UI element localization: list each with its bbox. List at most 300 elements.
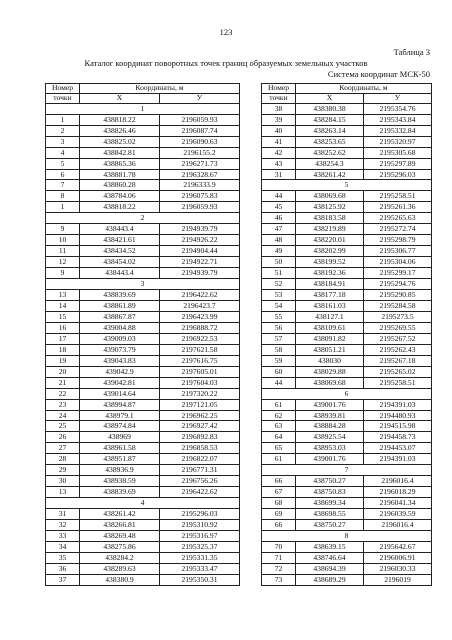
y-coordinate-cell: 2196271.73 — [160, 158, 240, 169]
table-row — [46, 147, 240, 158]
y-coordinate-cell: 2194922.71 — [160, 257, 240, 268]
point-number-cell: 58 — [262, 344, 296, 355]
point-number-cell: 47 — [262, 224, 296, 235]
table-row — [262, 125, 432, 136]
y-coordinate-cell: 2195332.84 — [364, 125, 432, 136]
y-coordinate-cell: 2197605.01 — [160, 366, 240, 377]
y-coordinate-cell: 2195298.79 — [364, 235, 432, 246]
section-row — [262, 388, 432, 399]
y-coordinate-cell: 2197621.58 — [160, 344, 240, 355]
point-number-cell: 32 — [46, 520, 80, 531]
point-number-cell: 11 — [46, 246, 80, 257]
point-number-cell: 51 — [262, 268, 296, 279]
x-coordinate-cell: 438884.28 — [296, 421, 364, 432]
y-coordinate-cell: 2194926.22 — [160, 235, 240, 246]
point-number-cell: 7 — [46, 180, 80, 191]
x-coordinate-cell: 438818.22 — [80, 202, 160, 213]
y-coordinate-cell: 2195306.77 — [364, 246, 432, 257]
y-coordinate-cell: 2196059.93 — [160, 114, 240, 125]
table-row — [46, 487, 240, 498]
point-number-cell: 73 — [262, 574, 296, 585]
point-number-cell: 22 — [46, 388, 80, 399]
y-coordinate-cell: 2195343.84 — [364, 114, 432, 125]
point-number-cell: 30 — [46, 476, 80, 487]
point-number-cell: 44 — [262, 191, 296, 202]
x-coordinate-cell: 439042.9 — [80, 366, 160, 377]
x-coordinate-cell: 438974.84 — [80, 421, 160, 432]
y-coordinate-cell: 2196888.72 — [160, 322, 240, 333]
y-coordinate-cell: 2195265.02 — [364, 366, 432, 377]
x-coordinate-cell: 438818.22 — [80, 114, 160, 125]
x-coordinate-cell: 438979.1 — [80, 410, 160, 421]
table-row — [262, 520, 432, 531]
table-number: Таблица 3 — [393, 47, 430, 57]
y-coordinate-cell: 2196006.91 — [364, 552, 432, 563]
point-number-cell: 20 — [46, 366, 80, 377]
x-coordinate-cell: 438261.42 — [80, 509, 160, 520]
x-coordinate-cell: 438936.9 — [80, 465, 160, 476]
point-number-cell: 17 — [46, 333, 80, 344]
y-coordinate-cell: 2195305.68 — [364, 147, 432, 158]
table-row — [262, 279, 432, 290]
x-coordinate-cell: 438380.9 — [80, 574, 160, 585]
x-coordinate-cell: 438202.99 — [296, 246, 364, 257]
x-coordinate-cell: 439001.76 — [296, 454, 364, 465]
table-row — [46, 476, 240, 487]
point-number-cell: 66 — [262, 520, 296, 531]
x-coordinate-cell: 438275.86 — [80, 541, 160, 552]
x-coordinate-cell: 438029.88 — [296, 366, 364, 377]
table-row — [46, 224, 240, 235]
x-coordinate-cell: 438839.69 — [80, 487, 160, 498]
x-coordinate-cell: 438867.87 — [80, 311, 160, 322]
table-row — [46, 158, 240, 169]
table-row — [262, 552, 432, 563]
point-number-cell: 50 — [262, 257, 296, 268]
x-coordinate-cell: 438750.83 — [296, 487, 364, 498]
table-row — [262, 114, 432, 125]
x-coordinate-cell: 438842.81 — [80, 147, 160, 158]
x-coordinate-cell: 438938.59 — [80, 476, 160, 487]
column-header-coordinates: Координаты, м — [80, 84, 240, 94]
y-coordinate-cell: 2196822.07 — [160, 454, 240, 465]
point-number-cell: 68 — [262, 498, 296, 509]
x-coordinate-cell: 438109.61 — [296, 322, 364, 333]
x-coordinate-cell: 438994.87 — [80, 399, 160, 410]
y-coordinate-cell: 2196039.59 — [364, 509, 432, 520]
table-row — [262, 476, 432, 487]
y-coordinate-cell: 2194480.93 — [364, 410, 432, 421]
point-number-cell: 72 — [262, 563, 296, 574]
y-coordinate-cell: 2196328.67 — [160, 169, 240, 180]
x-coordinate-cell: 438261.42 — [296, 169, 364, 180]
table-row — [46, 574, 240, 585]
y-coordinate-cell: 2195272.74 — [364, 224, 432, 235]
x-coordinate-cell: 438091.82 — [296, 333, 364, 344]
x-coordinate-cell: 438177.18 — [296, 290, 364, 301]
point-number-cell: 2 — [46, 125, 80, 136]
table-body-right — [262, 103, 432, 585]
table-row — [46, 421, 240, 432]
x-coordinate-cell: 438865.36 — [80, 158, 160, 169]
table-row — [262, 268, 432, 279]
point-number-cell: 53 — [262, 290, 296, 301]
y-coordinate-cell: 2196422.62 — [160, 487, 240, 498]
y-coordinate-cell: 2194939.79 — [160, 224, 240, 235]
section-row — [262, 180, 432, 191]
x-coordinate-cell: 439001.76 — [296, 399, 364, 410]
table-row — [46, 366, 240, 377]
point-number-cell: 10 — [46, 235, 80, 246]
x-coordinate-cell: 438051.21 — [296, 344, 364, 355]
table-row — [46, 180, 240, 191]
table-row — [262, 454, 432, 465]
y-coordinate-cell: 2195316.97 — [160, 530, 240, 541]
table-row — [46, 355, 240, 366]
x-coordinate-cell: 438192.36 — [296, 268, 364, 279]
table-row — [46, 300, 240, 311]
y-coordinate-cell: 2196422.62 — [160, 290, 240, 301]
section-number: 5 — [262, 180, 432, 191]
y-coordinate-cell: 2196155.2 — [160, 147, 240, 158]
y-coordinate-cell: 2196756.26 — [160, 476, 240, 487]
table-row — [46, 114, 240, 125]
x-coordinate-cell: 438953.03 — [296, 443, 364, 454]
table-row — [46, 465, 240, 476]
point-number-cell: 5 — [46, 158, 80, 169]
x-coordinate-cell: 438125.92 — [296, 202, 364, 213]
table-row — [46, 202, 240, 213]
section-number: 3 — [46, 279, 240, 290]
y-coordinate-cell: 2195265.63 — [364, 213, 432, 224]
table-row — [262, 432, 432, 443]
x-coordinate-cell: 438289.63 — [80, 563, 160, 574]
point-number-cell: 52 — [262, 279, 296, 290]
x-coordinate-cell: 438951.87 — [80, 454, 160, 465]
point-number-cell: 42 — [262, 147, 296, 158]
section-row — [46, 498, 240, 509]
x-coordinate-cell: 438454.02 — [80, 257, 160, 268]
table-row — [46, 432, 240, 443]
table-row — [262, 322, 432, 333]
x-coordinate-cell: 438969 — [80, 432, 160, 443]
table-row — [46, 377, 240, 388]
x-coordinate-cell: 438069.68 — [296, 191, 364, 202]
x-coordinate-cell: 438881.78 — [80, 169, 160, 180]
y-coordinate-cell: 2196018.29 — [364, 487, 432, 498]
point-number-cell: 29 — [46, 465, 80, 476]
table-row — [46, 530, 240, 541]
point-number-cell: 56 — [262, 322, 296, 333]
table-row — [46, 410, 240, 421]
y-coordinate-cell: 2195267.18 — [364, 355, 432, 366]
x-coordinate-cell: 438750.27 — [296, 520, 364, 531]
y-coordinate-cell: 2195331.35 — [160, 552, 240, 563]
x-coordinate-cell: 438639.15 — [296, 541, 364, 552]
x-coordinate-cell: 438184.91 — [296, 279, 364, 290]
table-row — [262, 147, 432, 158]
y-coordinate-cell: 2196922.53 — [160, 333, 240, 344]
section-number: 7 — [262, 465, 432, 476]
x-coordinate-cell: 438699.34 — [296, 498, 364, 509]
x-coordinate-cell: 438252.62 — [296, 147, 364, 158]
x-coordinate-cell: 438263.14 — [296, 125, 364, 136]
x-coordinate-cell: 438860.28 — [80, 180, 160, 191]
point-number-cell: 9 — [46, 268, 80, 279]
table-row — [46, 443, 240, 454]
y-coordinate-cell: 2196030.33 — [364, 563, 432, 574]
x-coordinate-cell: 438421.61 — [80, 235, 160, 246]
table-row — [262, 202, 432, 213]
table-row — [262, 169, 432, 180]
x-coordinate-cell: 438825.02 — [80, 136, 160, 147]
y-coordinate-cell: 2195296.03 — [364, 169, 432, 180]
y-coordinate-cell: 2195320.97 — [364, 136, 432, 147]
point-number-cell: 31 — [262, 169, 296, 180]
y-coordinate-cell: 2196927.42 — [160, 421, 240, 432]
column-header-y: У — [160, 93, 240, 103]
x-coordinate-cell: 438219.89 — [296, 224, 364, 235]
table-row — [262, 344, 432, 355]
y-coordinate-cell: 2195310.92 — [160, 520, 240, 531]
column-header-x: X — [80, 93, 160, 103]
point-number-cell: 33 — [46, 530, 80, 541]
x-coordinate-cell: 438199.52 — [296, 257, 364, 268]
table-row — [262, 574, 432, 585]
table-caption: Каталог координат поворотных точек границ образуемых земельных участков — [84, 58, 368, 68]
table-row — [262, 498, 432, 509]
y-coordinate-cell: 2195333.47 — [160, 563, 240, 574]
column-header-coordinates: Координаты, м — [296, 84, 432, 94]
section-row — [46, 213, 240, 224]
table-row — [46, 509, 240, 520]
column-header-x: X — [296, 93, 364, 103]
point-number-cell: 64 — [262, 432, 296, 443]
table-row — [262, 103, 432, 114]
point-number-cell: 16 — [46, 322, 80, 333]
table-row — [262, 399, 432, 410]
y-coordinate-cell: 2197121.05 — [160, 399, 240, 410]
y-coordinate-cell: 2195258.51 — [364, 377, 432, 388]
table-row — [262, 158, 432, 169]
point-number-cell: 44 — [262, 377, 296, 388]
point-number-cell: 31 — [46, 509, 80, 520]
point-number-cell: 12 — [46, 257, 80, 268]
y-coordinate-cell: 2194515.98 — [364, 421, 432, 432]
x-coordinate-cell: 438443.4 — [80, 224, 160, 235]
y-coordinate-cell: 2196059.93 — [160, 202, 240, 213]
y-coordinate-cell: 2195258.51 — [364, 191, 432, 202]
section-number: 8 — [262, 530, 432, 541]
section-number: 1 — [46, 103, 240, 114]
section-row — [46, 103, 240, 114]
point-number-cell: 23 — [46, 399, 80, 410]
table-row — [262, 333, 432, 344]
y-coordinate-cell: 2195284.58 — [364, 300, 432, 311]
y-coordinate-cell: 2194904.44 — [160, 246, 240, 257]
x-coordinate-cell: 438746.64 — [296, 552, 364, 563]
y-coordinate-cell: 2195354.76 — [364, 103, 432, 114]
table-row — [46, 454, 240, 465]
x-coordinate-cell: 439014.64 — [80, 388, 160, 399]
x-coordinate-cell: 438161.03 — [296, 300, 364, 311]
y-coordinate-cell: 2195297.89 — [364, 158, 432, 169]
x-coordinate-cell: 438127.1 — [296, 311, 364, 322]
column-header-point-number: точки — [46, 93, 80, 103]
point-number-cell: 57 — [262, 333, 296, 344]
point-number-cell: 62 — [262, 410, 296, 421]
x-coordinate-cell: 439042.81 — [80, 377, 160, 388]
point-number-cell: 45 — [262, 202, 296, 213]
x-coordinate-cell: 438030 — [296, 355, 364, 366]
y-coordinate-cell: 2196090.63 — [160, 136, 240, 147]
point-number-cell: 21 — [46, 377, 80, 388]
y-coordinate-cell: 2197604.03 — [160, 377, 240, 388]
column-header-point-number: Номер — [262, 84, 296, 94]
x-coordinate-cell: 438380.38 — [296, 103, 364, 114]
table-row — [262, 509, 432, 520]
y-coordinate-cell: 2195261.36 — [364, 202, 432, 213]
x-coordinate-cell: 438253.65 — [296, 136, 364, 147]
point-number-cell: 27 — [46, 443, 80, 454]
y-coordinate-cell: 2195350.31 — [160, 574, 240, 585]
x-coordinate-cell: 438220.01 — [296, 235, 364, 246]
x-coordinate-cell: 439073.79 — [80, 344, 160, 355]
point-number-cell: 46 — [262, 213, 296, 224]
x-coordinate-cell: 439004.88 — [80, 322, 160, 333]
x-coordinate-cell: 439043.83 — [80, 355, 160, 366]
table-row — [46, 541, 240, 552]
table-row — [46, 169, 240, 180]
table-row — [262, 191, 432, 202]
point-number-cell: 39 — [262, 114, 296, 125]
y-coordinate-cell: 2196019 — [364, 574, 432, 585]
point-number-cell: 54 — [262, 300, 296, 311]
point-number-cell: 14 — [46, 300, 80, 311]
x-coordinate-cell: 438069.68 — [296, 377, 364, 388]
table-row — [46, 563, 240, 574]
point-number-cell: 61 — [262, 399, 296, 410]
y-coordinate-cell: 2197616.75 — [160, 355, 240, 366]
table-row — [262, 300, 432, 311]
point-number-cell: 48 — [262, 235, 296, 246]
point-number-cell: 26 — [46, 432, 80, 443]
y-coordinate-cell: 2195304.06 — [364, 257, 432, 268]
x-coordinate-cell: 438861.89 — [80, 300, 160, 311]
table-row — [46, 125, 240, 136]
point-number-cell: 70 — [262, 541, 296, 552]
column-header-y: У — [364, 93, 432, 103]
x-coordinate-cell: 438698.55 — [296, 509, 364, 520]
y-coordinate-cell: 2194939.79 — [160, 268, 240, 279]
table-row — [46, 191, 240, 202]
table-row — [262, 487, 432, 498]
point-number-cell: 71 — [262, 552, 296, 563]
y-coordinate-cell: 2195299.17 — [364, 268, 432, 279]
section-row — [262, 465, 432, 476]
table-row — [46, 333, 240, 344]
y-coordinate-cell: 2197320.22 — [160, 388, 240, 399]
x-coordinate-cell: 438826.46 — [80, 125, 160, 136]
table-row — [262, 213, 432, 224]
point-number-cell: 13 — [46, 487, 80, 498]
point-number-cell: 34 — [46, 541, 80, 552]
point-number-cell: 67 — [262, 487, 296, 498]
point-number-cell: 65 — [262, 443, 296, 454]
point-number-cell: 49 — [262, 246, 296, 257]
point-number-cell: 25 — [46, 421, 80, 432]
y-coordinate-cell: 2196087.74 — [160, 125, 240, 136]
page-number: 123 — [219, 27, 233, 37]
table-row — [262, 443, 432, 454]
section-row — [46, 279, 240, 290]
point-number-cell: 19 — [46, 355, 80, 366]
point-number-cell: 43 — [262, 158, 296, 169]
point-number-cell: 1 — [46, 114, 80, 125]
table-row — [262, 311, 432, 322]
point-number-cell: 4 — [46, 147, 80, 158]
y-coordinate-cell: 2196041.34 — [364, 498, 432, 509]
table-row — [46, 520, 240, 531]
y-coordinate-cell: 2194391.03 — [364, 454, 432, 465]
y-coordinate-cell: 2195642.67 — [364, 541, 432, 552]
table-row — [46, 399, 240, 410]
table-row — [262, 136, 432, 147]
point-number-cell: 36 — [46, 563, 80, 574]
table-row — [262, 563, 432, 574]
point-number-cell: 18 — [46, 344, 80, 355]
table-row — [46, 268, 240, 279]
table-row — [262, 355, 432, 366]
x-coordinate-cell: 438284.2 — [80, 552, 160, 563]
x-coordinate-cell: 438284.15 — [296, 114, 364, 125]
table-row — [46, 246, 240, 257]
table-row — [262, 246, 432, 257]
section-number: 4 — [46, 498, 240, 509]
point-number-cell: 35 — [46, 552, 80, 563]
table-row — [262, 377, 432, 388]
y-coordinate-cell: 2196016.4 — [364, 476, 432, 487]
point-number-cell: 9 — [46, 224, 80, 235]
y-coordinate-cell: 2195262.43 — [364, 344, 432, 355]
coordinates-table-left — [45, 83, 240, 586]
point-number-cell: 60 — [262, 366, 296, 377]
y-coordinate-cell: 2195290.85 — [364, 290, 432, 301]
point-number-cell: 55 — [262, 311, 296, 322]
x-coordinate-cell: 438961.58 — [80, 443, 160, 454]
point-number-cell: 59 — [262, 355, 296, 366]
point-number-cell: 8 — [46, 191, 80, 202]
y-coordinate-cell: 2194453.07 — [364, 443, 432, 454]
y-coordinate-cell: 2196962.25 — [160, 410, 240, 421]
table-row — [262, 541, 432, 552]
table-row — [46, 344, 240, 355]
table-row — [262, 235, 432, 246]
table-row — [46, 322, 240, 333]
x-coordinate-cell: 438784.06 — [80, 191, 160, 202]
table-row — [262, 257, 432, 268]
section-number: 6 — [262, 388, 432, 399]
x-coordinate-cell: 438434.52 — [80, 246, 160, 257]
table-body-left — [46, 103, 240, 585]
x-coordinate-cell: 438939.81 — [296, 410, 364, 421]
x-coordinate-cell: 439009.03 — [80, 333, 160, 344]
table-row — [262, 290, 432, 301]
y-coordinate-cell: 2196892.83 — [160, 432, 240, 443]
x-coordinate-cell: 438183.58 — [296, 213, 364, 224]
point-number-cell: 41 — [262, 136, 296, 147]
y-coordinate-cell: 2196016.4 — [364, 520, 432, 531]
